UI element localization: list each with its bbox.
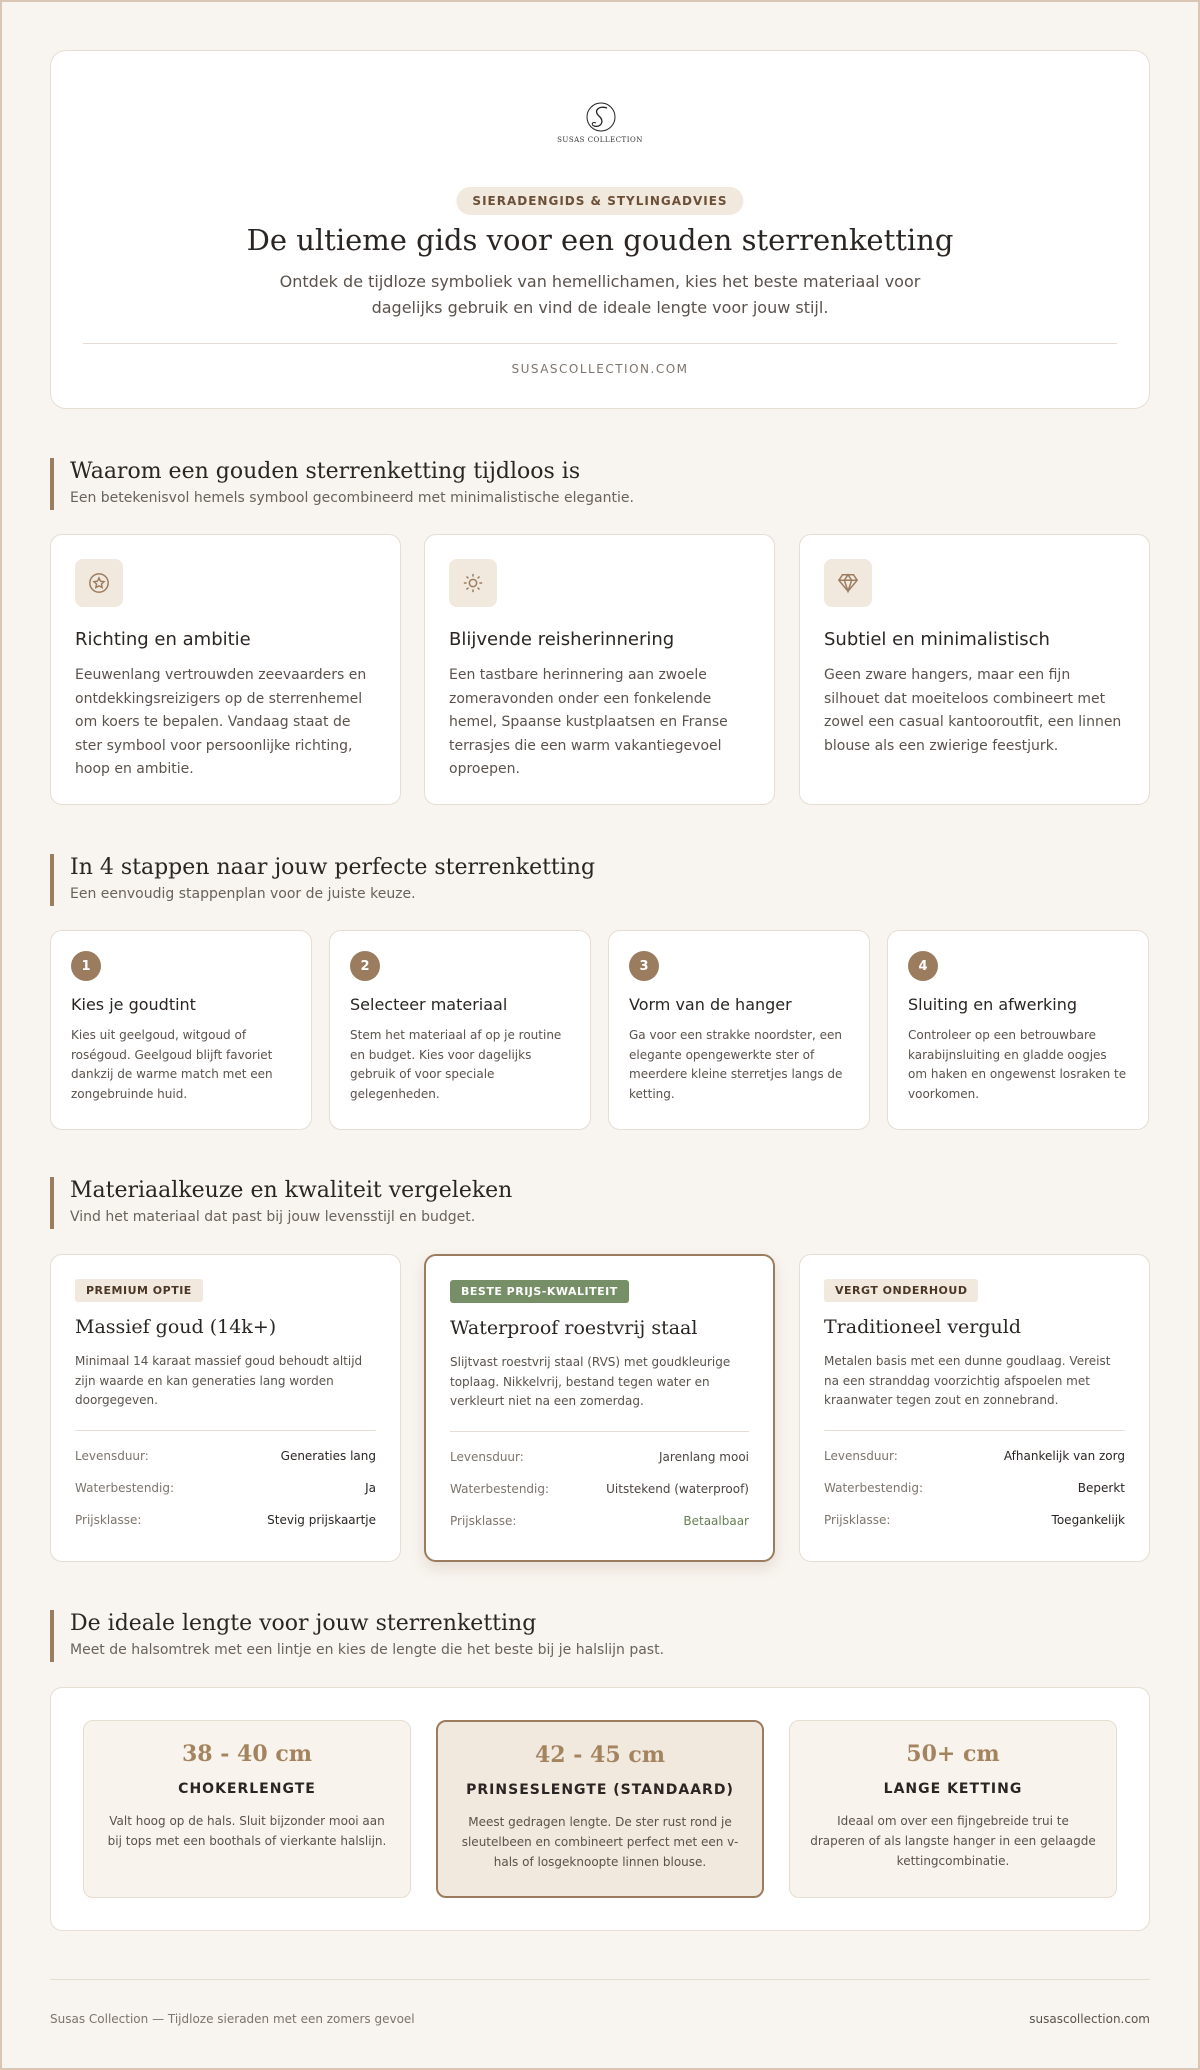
length-option: [789, 1720, 1117, 1898]
step-text: Controleer op een betrouwbare karabijnsluiting en gladde oogjes om haken en ongewenst losraken te voorkomen.: [908, 1028, 1127, 1101]
page-title: De ultieme gids voor een gouden sterrenketting: [246, 223, 954, 257]
length-value: 50+ cm: [906, 1741, 1000, 1767]
why-card: [424, 534, 775, 805]
step-text: Ga voor een strakke noordster, een elegante opengewerkte ster of meerdere kleine sterretjes langs de ketting.: [629, 1028, 843, 1101]
step-text: Kies uit geelgoud, witgoud of roségoud. Geelgoud blijft favoriet dankzij de warme match met een zongebruinde huid.: [71, 1028, 273, 1101]
step-card: [329, 930, 591, 1130]
material-row-water: Waterbestendig: Beperkt: [824, 1481, 1125, 1495]
lengths-card: [50, 1687, 1150, 1931]
hero-subtitle: Ontdek de tijdloze symboliek van hemellichamen, kies het beste materiaal voor dagelijks gebruik en vind de ideale lengte voor jouw stijl.: [279, 272, 921, 317]
material-row-price: Prijsklasse: Toegankelijk: [824, 1513, 1125, 1527]
steps-section-title: In 4 stappen naar jouw perfecte sterrenketting: [70, 855, 596, 880]
materials-section-title: Materiaalkeuze en kwaliteit vergeleken: [70, 1178, 513, 1203]
materials-section-subtitle: Vind het materiaal dat past bij jouw levensstijl en budget.: [70, 1209, 476, 1225]
length-text: Valt hoog op de hals. Sluit bijzonder mooi aan bij tops met een boothals of vierkante halslijn.: [107, 1814, 387, 1848]
sun-icon: [449, 559, 497, 607]
why-card-title: Richting en ambitie: [75, 629, 251, 650]
material-row-price: Prijsklasse: Betaalbaar: [450, 1514, 749, 1528]
why-card-text: Eeuwenlang vertrouwden zeevaarders en ontdekkingsreizigers op de sterrenhemel om koers te bepalen. Vandaag staat de ster symbool voor persoonlijke richting, hoop en ambitie.: [75, 667, 367, 777]
footer-divider: [50, 1979, 1150, 1980]
footer-link[interactable]: susascollection.com: [1029, 2012, 1150, 2026]
length-text: Meest gedragen lengte. De ster rust rond je sleutelbeen en combineert perfect met een v-hals of losgeknoopte linnen blouse.: [461, 1815, 739, 1869]
material-divider: [75, 1430, 376, 1431]
why-card-text: Een tastbare herinnering aan zwoele zomeravonden onder een fonkelende hemel, Spaanse kustplaatsen en Franse terrasjes die een warm vakantiegevoel oproepen.: [449, 667, 728, 777]
length-value: 42 - 45 cm: [534, 1742, 665, 1768]
step-card: [50, 930, 312, 1130]
material-card-featured: [424, 1254, 775, 1562]
why-card: [799, 534, 1150, 805]
lengths-section-subtitle: Meet de halsomtrek met een lintje en kies de lengte die het beste bij je halslijn past.: [70, 1642, 665, 1658]
material-row-water: Waterbestendig: Ja: [75, 1481, 376, 1495]
step-text: Stem het materiaal af op je routine en budget. Kies voor dagelijks gebruik of voor speciale gelegenheden.: [350, 1028, 562, 1101]
length-name: CHOKERLENGTE: [178, 1781, 316, 1797]
material-divider: [450, 1431, 749, 1432]
material-row-life: Levensduur: Jarenlang mooi: [450, 1450, 749, 1464]
hero-badge: SIERADENGIDS & STYLINGADVIES: [456, 187, 743, 215]
material-row-water: Waterbestendig: Uitstekend (waterproof): [450, 1482, 749, 1496]
step-title: Sluiting en afwerking: [908, 995, 1078, 1014]
material-card: [50, 1254, 401, 1562]
step-card: [887, 930, 1149, 1130]
material-card: [799, 1254, 1150, 1562]
lengths-section-header: [50, 1610, 1150, 1662]
why-card-title: Subtiel en minimalistisch: [824, 629, 1050, 650]
material-description: Metalen basis met een dunne goudlaag. Vereist na een stranddag voorzichtig afspoelen met kraanwater tegen zout en zonnebrand.: [824, 1354, 1111, 1407]
step-title: Vorm van de hanger: [629, 995, 792, 1014]
material-badge: BESTE PRIJS-KWALITEIT: [450, 1280, 629, 1303]
step-number-badge: 3: [629, 951, 659, 981]
material-description: Slijtvast roestvrij staal (RVS) met goudkleurige toplaag. Nikkelvrij, bestand tegen water en verkleurt niet na een zomerdag.: [450, 1355, 731, 1408]
hero-divider: [83, 343, 1117, 344]
star-icon: [75, 559, 123, 607]
step-title: Kies je goudtint: [71, 995, 196, 1014]
footer-tagline: Susas Collection — Tijdloze sieraden met een zomers gevoel: [50, 2012, 415, 2026]
why-section-header: [50, 458, 1150, 510]
material-title: Traditioneel verguld: [824, 1316, 1022, 1338]
brand-logo-text: SUSAS COLLECTION: [557, 136, 643, 144]
steps-section-subtitle: Een eenvoudig stappenplan voor de juiste keuze.: [70, 886, 416, 902]
length-option-featured: [436, 1720, 764, 1898]
material-row-life: Levensduur: Generaties lang: [75, 1449, 376, 1463]
length-text: Ideaal om over een fijngebreide trui te draperen of als langste hanger in een gelaagde kettingcombinatie.: [810, 1814, 1096, 1868]
step-card: [608, 930, 870, 1130]
materials-section-header: [50, 1177, 1150, 1229]
hero-card: [50, 50, 1150, 409]
material-row-life: Levensduur: Afhankelijk van zorg: [824, 1449, 1125, 1463]
why-card-text: Geen zware hangers, maar een fijn silhouet dat moeiteloos combineert met zowel een casual kantooroutfit, een linnen blouse als een zwierige feestjurk.: [824, 667, 1122, 754]
material-badge: VERGT ONDERHOUD: [824, 1279, 978, 1302]
page-content: [50, 50, 1150, 2026]
why-card: [50, 534, 401, 805]
material-row-price: Prijsklasse: Stevig prijskaartje: [75, 1513, 376, 1527]
length-name: PRINSESLENGTE (STANDAARD): [466, 1782, 734, 1798]
material-description: Minimaal 14 karaat massief goud behoudt altijd zijn waarde en kan generaties lang worden doorgegeven.: [75, 1354, 363, 1407]
why-section-title: Waarom een gouden sterrenketting tijdloos is: [70, 459, 581, 484]
steps-section-header: [50, 854, 1150, 906]
material-badge: PREMIUM OPTIE: [75, 1279, 203, 1302]
why-section-subtitle: Een betekenisvol hemels symbool gecombineerd met minimalistische elegantie.: [70, 490, 634, 506]
material-divider: [824, 1430, 1125, 1431]
step-number-badge: 2: [350, 951, 380, 981]
step-number-badge: 4: [908, 951, 938, 981]
material-title: Massief goud (14k+): [75, 1316, 277, 1338]
length-value: 38 - 40 cm: [181, 1741, 312, 1767]
lengths-section-title: De ideale lengte voor jouw sterrenketting: [70, 1611, 537, 1636]
length-name: LANGE KETTING: [883, 1781, 1023, 1797]
length-option: [83, 1720, 411, 1898]
why-card-title: Blijvende reisherinnering: [449, 629, 675, 650]
hero-domain: SUSASCOLLECTION.COM: [511, 362, 689, 376]
diamond-icon: [824, 559, 872, 607]
step-title: Selecteer materiaal: [350, 995, 508, 1014]
step-number-badge: 1: [71, 951, 101, 981]
material-title: Waterproof roestvrij staal: [450, 1317, 698, 1339]
